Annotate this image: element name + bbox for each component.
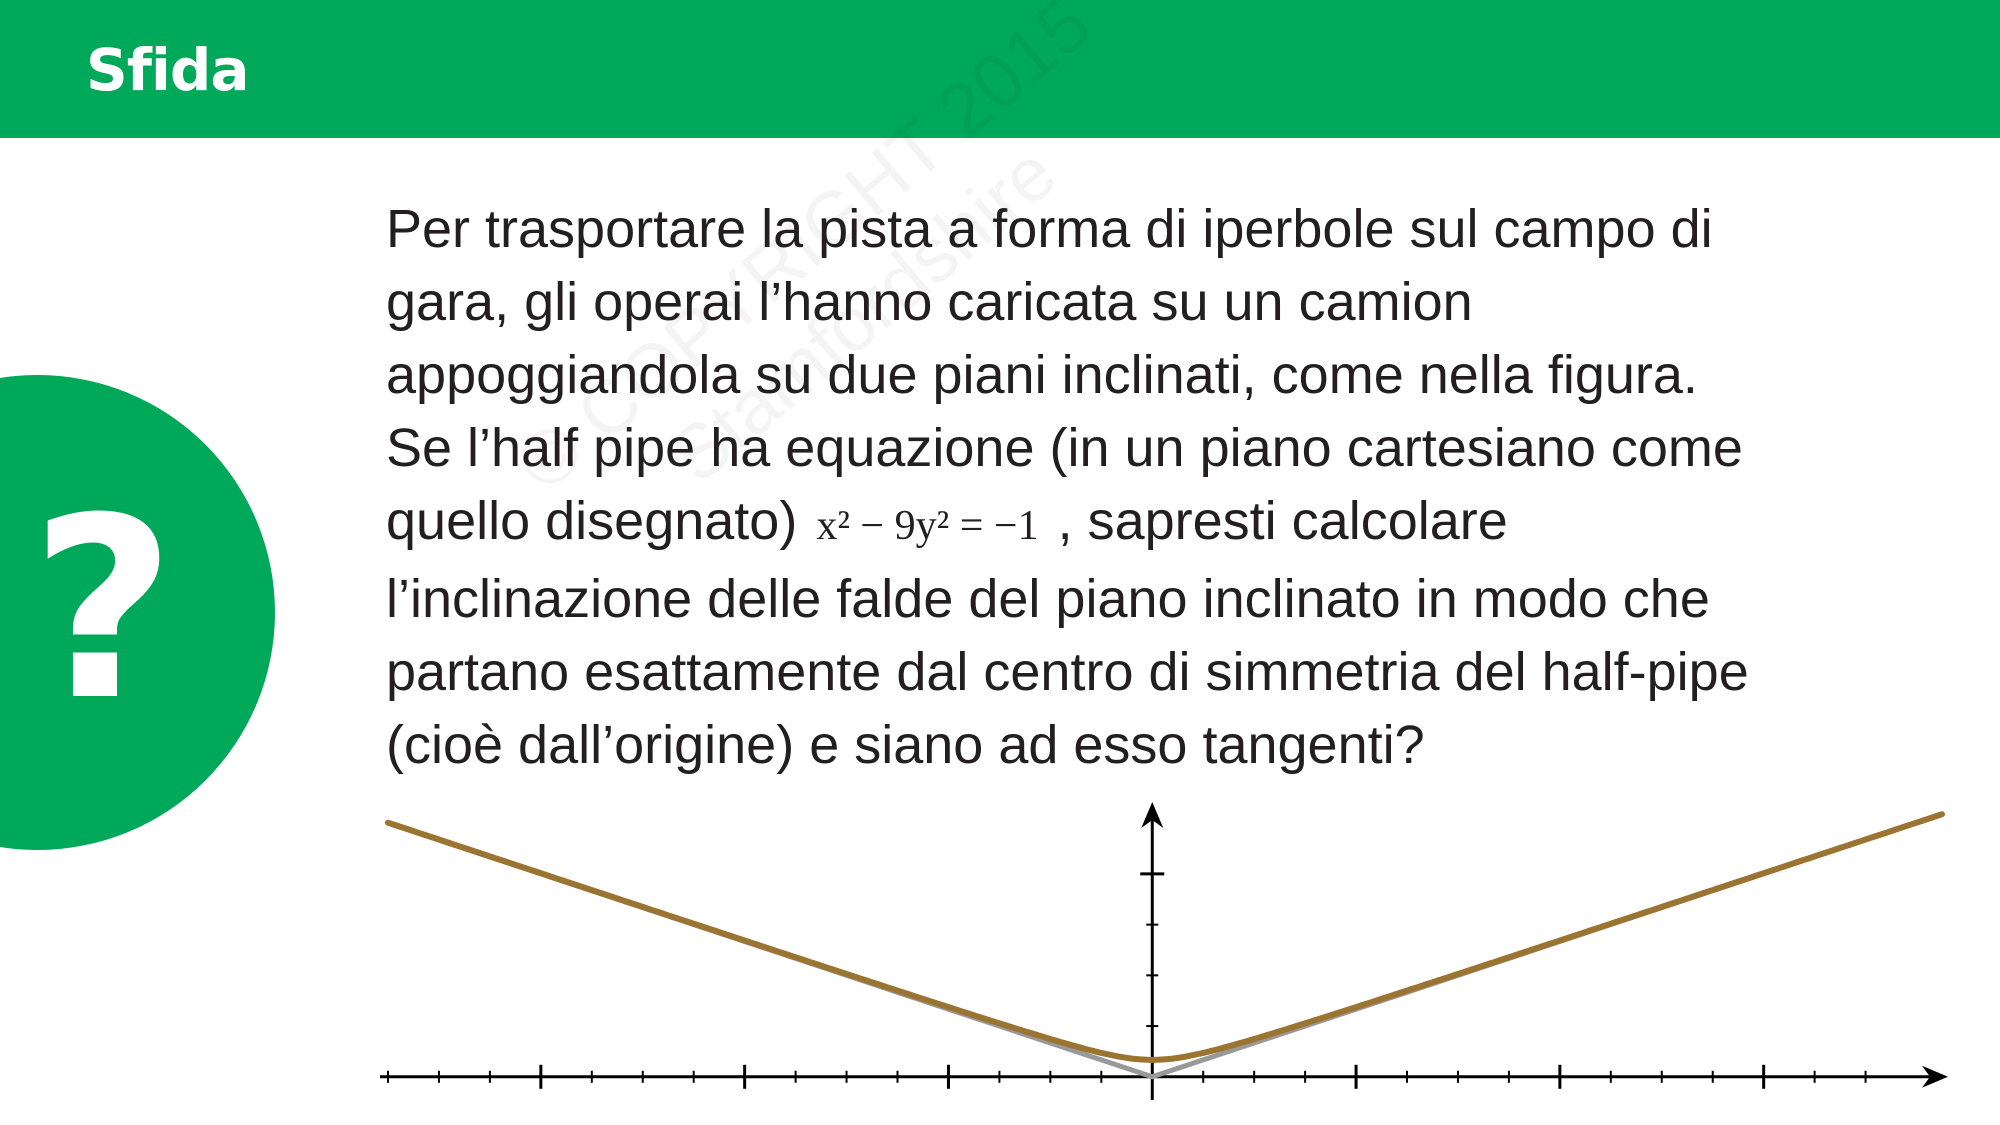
series-hyperbola bbox=[388, 814, 1942, 1060]
problem-line-6: l’inclinazione delle falde del piano inclinato in modo che bbox=[386, 569, 1710, 629]
problem-line-4: Se l’half pipe ha equazione (in un piano cartesiano come bbox=[386, 418, 1743, 478]
hyperbola-chart bbox=[380, 800, 1950, 1100]
question-mark-icon: ? bbox=[30, 464, 176, 755]
header-bar bbox=[0, 0, 2000, 138]
problem-line-8: (cioè dall’origine) e siano ad esso tangenti? bbox=[386, 715, 1425, 775]
problem-line-2: gara, gli operai l’hanno caricata su un camion bbox=[386, 272, 1473, 332]
series-tangent-lines bbox=[388, 815, 1942, 1077]
problem-line-5-end: , sapresti calcolare bbox=[1057, 491, 1508, 551]
problem-text bbox=[386, 193, 1986, 782]
page-title: Sfida bbox=[86, 36, 249, 104]
problem-line-5-start: quello disegnato) bbox=[386, 491, 798, 551]
problem-line-5 bbox=[386, 485, 1986, 563]
hyperbola-equation: x² − 9y² = −1 bbox=[816, 503, 1039, 549]
problem-line-1: Per trasportare la pista a forma di iperbole sul campo di bbox=[386, 199, 1713, 259]
axes-layer bbox=[380, 802, 1948, 1100]
problem-line-3: appoggiandola su due piani inclinati, come nella figura. bbox=[386, 345, 1698, 405]
problem-line-7: partano esattamente dal centro di simmetria del half-pipe bbox=[386, 642, 1749, 702]
series-layer bbox=[388, 814, 1942, 1077]
